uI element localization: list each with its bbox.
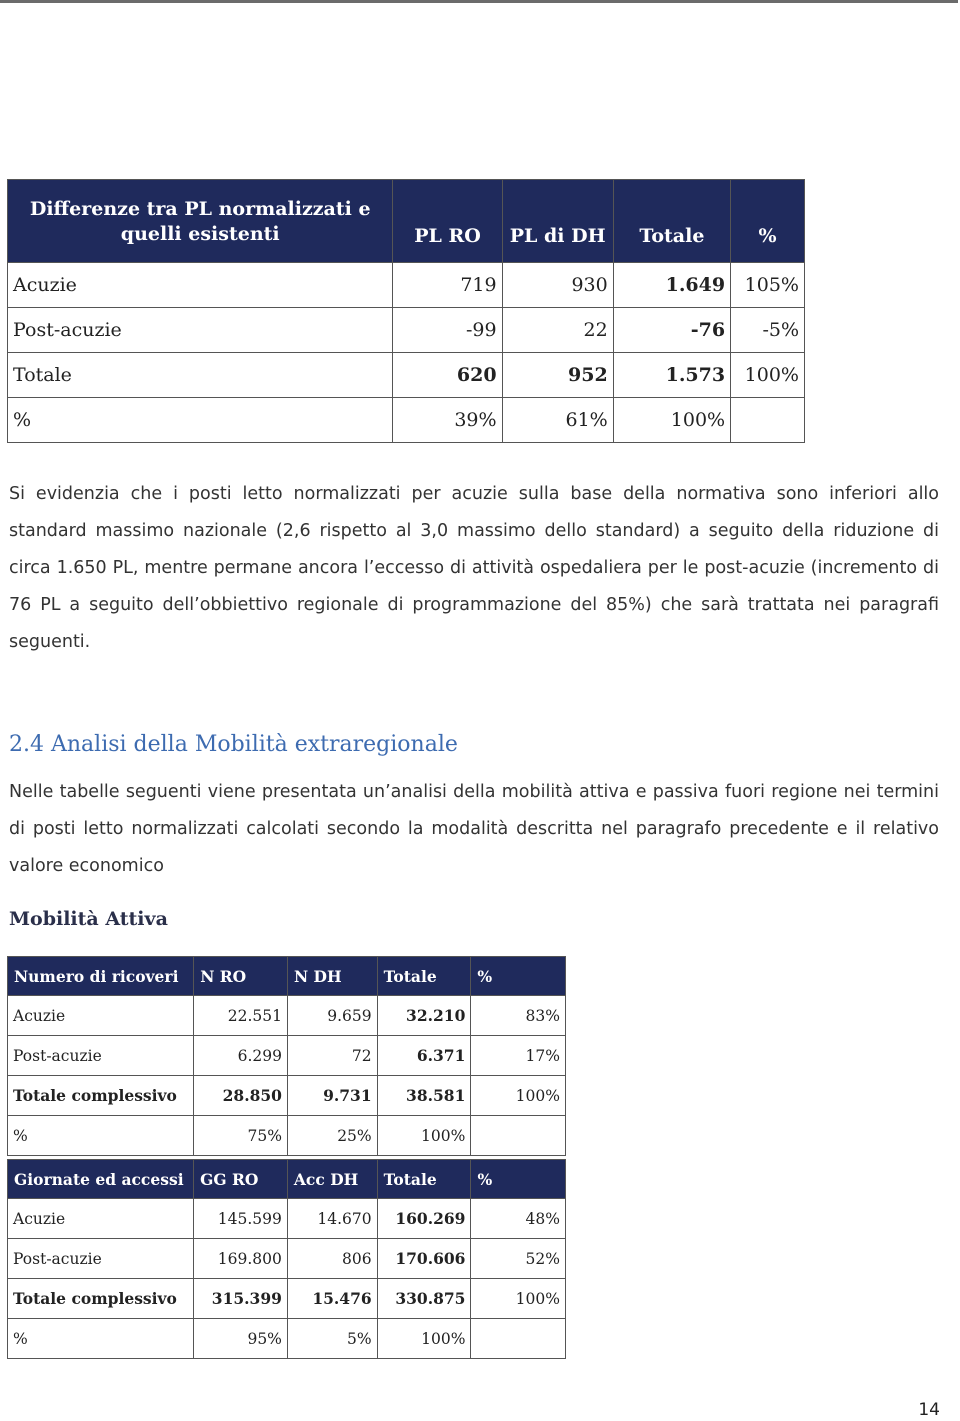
column-header: Totale xyxy=(377,1160,471,1199)
table-cell: 806 xyxy=(287,1239,377,1279)
table-row xyxy=(8,1199,566,1239)
column-header: PL di DH xyxy=(502,180,613,263)
table-cell: 100% xyxy=(471,1279,566,1319)
table-cell: 930 xyxy=(502,263,613,308)
table-cell: 6.371 xyxy=(377,1036,471,1076)
table-cell: 1.573 xyxy=(613,353,730,398)
table-cell: Acuzie xyxy=(8,996,194,1036)
table-cell: 22.551 xyxy=(194,996,288,1036)
table-cell: 1.649 xyxy=(613,263,730,308)
table-cell: Totale complessivo xyxy=(8,1076,194,1116)
table-cell: 100% xyxy=(731,353,805,398)
table-cell: 17% xyxy=(471,1036,566,1076)
pl-differences-table xyxy=(7,179,805,443)
section-title: 2.4 Analisi della Mobilità extraregionale xyxy=(9,732,458,757)
table-cell: 15.476 xyxy=(287,1279,377,1319)
table-row xyxy=(8,1239,566,1279)
table-cell: 9.731 xyxy=(287,1076,377,1116)
table-cell: 952 xyxy=(502,353,613,398)
body-paragraph: Si evidenzia che i posti letto normalizzati per acuzie sulla base della normativa sono inferiori allo standard massimo nazionale (2,6 rispetto al 3,0 massimo dello standard) a seguito della riduzione di circa 1.650 PL, mentre permane ancora l’eccesso di attività ospedaliera per le post-acuzie (incremento di 76 PL a seguito dell’obbiettivo regionale di programmazione del 85%) che sarà trattata nei paragrafi seguenti. xyxy=(9,484,939,652)
table-row xyxy=(8,353,805,398)
column-header: Totale xyxy=(613,180,730,263)
table-cell: 52% xyxy=(471,1239,566,1279)
column-header: Differenze tra PL normalizzati e quelli esistenti xyxy=(8,180,393,263)
table-cell: -99 xyxy=(393,308,502,353)
table-cell: Post-acuzie xyxy=(8,308,393,353)
table-cell: -5% xyxy=(731,308,805,353)
table-header-row xyxy=(8,957,566,996)
column-header: N RO xyxy=(194,957,288,996)
table-cell: 38.581 xyxy=(377,1076,471,1116)
table-cell: 6.299 xyxy=(194,1036,288,1076)
table-header-row xyxy=(8,1160,566,1199)
table-cell: Post-acuzie xyxy=(8,1036,194,1076)
page-number: 14 xyxy=(918,1400,940,1420)
table-cell xyxy=(471,1319,566,1359)
table-cell: Totale xyxy=(8,353,393,398)
column-header: Acc DH xyxy=(287,1160,377,1199)
table-cell: 160.269 xyxy=(377,1199,471,1239)
table-cell: 169.800 xyxy=(194,1239,288,1279)
table-cell: % xyxy=(8,1116,194,1156)
table-header-row xyxy=(8,180,805,263)
table-row xyxy=(8,996,566,1036)
table-cell xyxy=(731,398,805,443)
column-header: N DH xyxy=(287,957,377,996)
table-row xyxy=(8,1279,566,1319)
table-cell: 28.850 xyxy=(194,1076,288,1116)
subsection-title: Mobilità Attiva xyxy=(9,908,168,930)
table-cell: 25% xyxy=(287,1116,377,1156)
body-paragraph: Nelle tabelle seguenti viene presentata un’analisi della mobilità attiva e passiva fuori regione nei termini di posti letto normalizzati calcolati secondo la modalità descritta nel paragrafo precedente e il relativo valore economico xyxy=(9,782,939,876)
table-row xyxy=(8,1036,566,1076)
table-cell: 145.599 xyxy=(194,1199,288,1239)
table-row xyxy=(8,263,805,308)
top-border-line xyxy=(0,0,958,3)
table-cell: 105% xyxy=(731,263,805,308)
table-cell: 75% xyxy=(194,1116,288,1156)
table-cell: 9.659 xyxy=(287,996,377,1036)
table-cell xyxy=(471,1116,566,1156)
table-cell: 48% xyxy=(471,1199,566,1239)
table-cell: 72 xyxy=(287,1036,377,1076)
table-row xyxy=(8,1319,566,1359)
column-header: % xyxy=(471,1160,566,1199)
table-cell: 5% xyxy=(287,1319,377,1359)
table-cell: 83% xyxy=(471,996,566,1036)
table-row xyxy=(8,398,805,443)
table-cell: 100% xyxy=(613,398,730,443)
table-cell: 330.875 xyxy=(377,1279,471,1319)
column-header: PL RO xyxy=(393,180,502,263)
table-cell: -76 xyxy=(613,308,730,353)
table-cell: 61% xyxy=(502,398,613,443)
table-cell: 719 xyxy=(393,263,502,308)
table-row xyxy=(8,308,805,353)
giornate-table xyxy=(7,1159,566,1359)
table-row xyxy=(8,1076,566,1116)
ricoveri-table xyxy=(7,956,566,1156)
table-cell: 100% xyxy=(377,1116,471,1156)
table-cell: Acuzie xyxy=(8,263,393,308)
table-cell: Totale complessivo xyxy=(8,1279,194,1319)
table-cell: 100% xyxy=(471,1076,566,1116)
table-cell: Post-acuzie xyxy=(8,1239,194,1279)
table-cell: 315.399 xyxy=(194,1279,288,1319)
table-cell: 14.670 xyxy=(287,1199,377,1239)
column-header: % xyxy=(471,957,566,996)
table-cell: 39% xyxy=(393,398,502,443)
table-cell: 95% xyxy=(194,1319,288,1359)
column-header: Giornate ed accessi xyxy=(8,1160,194,1199)
table-cell: % xyxy=(8,1319,194,1359)
table-cell: % xyxy=(8,398,393,443)
table-cell: 32.210 xyxy=(377,996,471,1036)
column-header: GG RO xyxy=(194,1160,288,1199)
table-cell: 100% xyxy=(377,1319,471,1359)
table-cell: 620 xyxy=(393,353,502,398)
column-header: Totale xyxy=(377,957,471,996)
table-cell: 170.606 xyxy=(377,1239,471,1279)
column-header: % xyxy=(731,180,805,263)
table-cell: Acuzie xyxy=(8,1199,194,1239)
column-header: Numero di ricoveri xyxy=(8,957,194,996)
table-cell: 22 xyxy=(502,308,613,353)
table-row xyxy=(8,1116,566,1156)
